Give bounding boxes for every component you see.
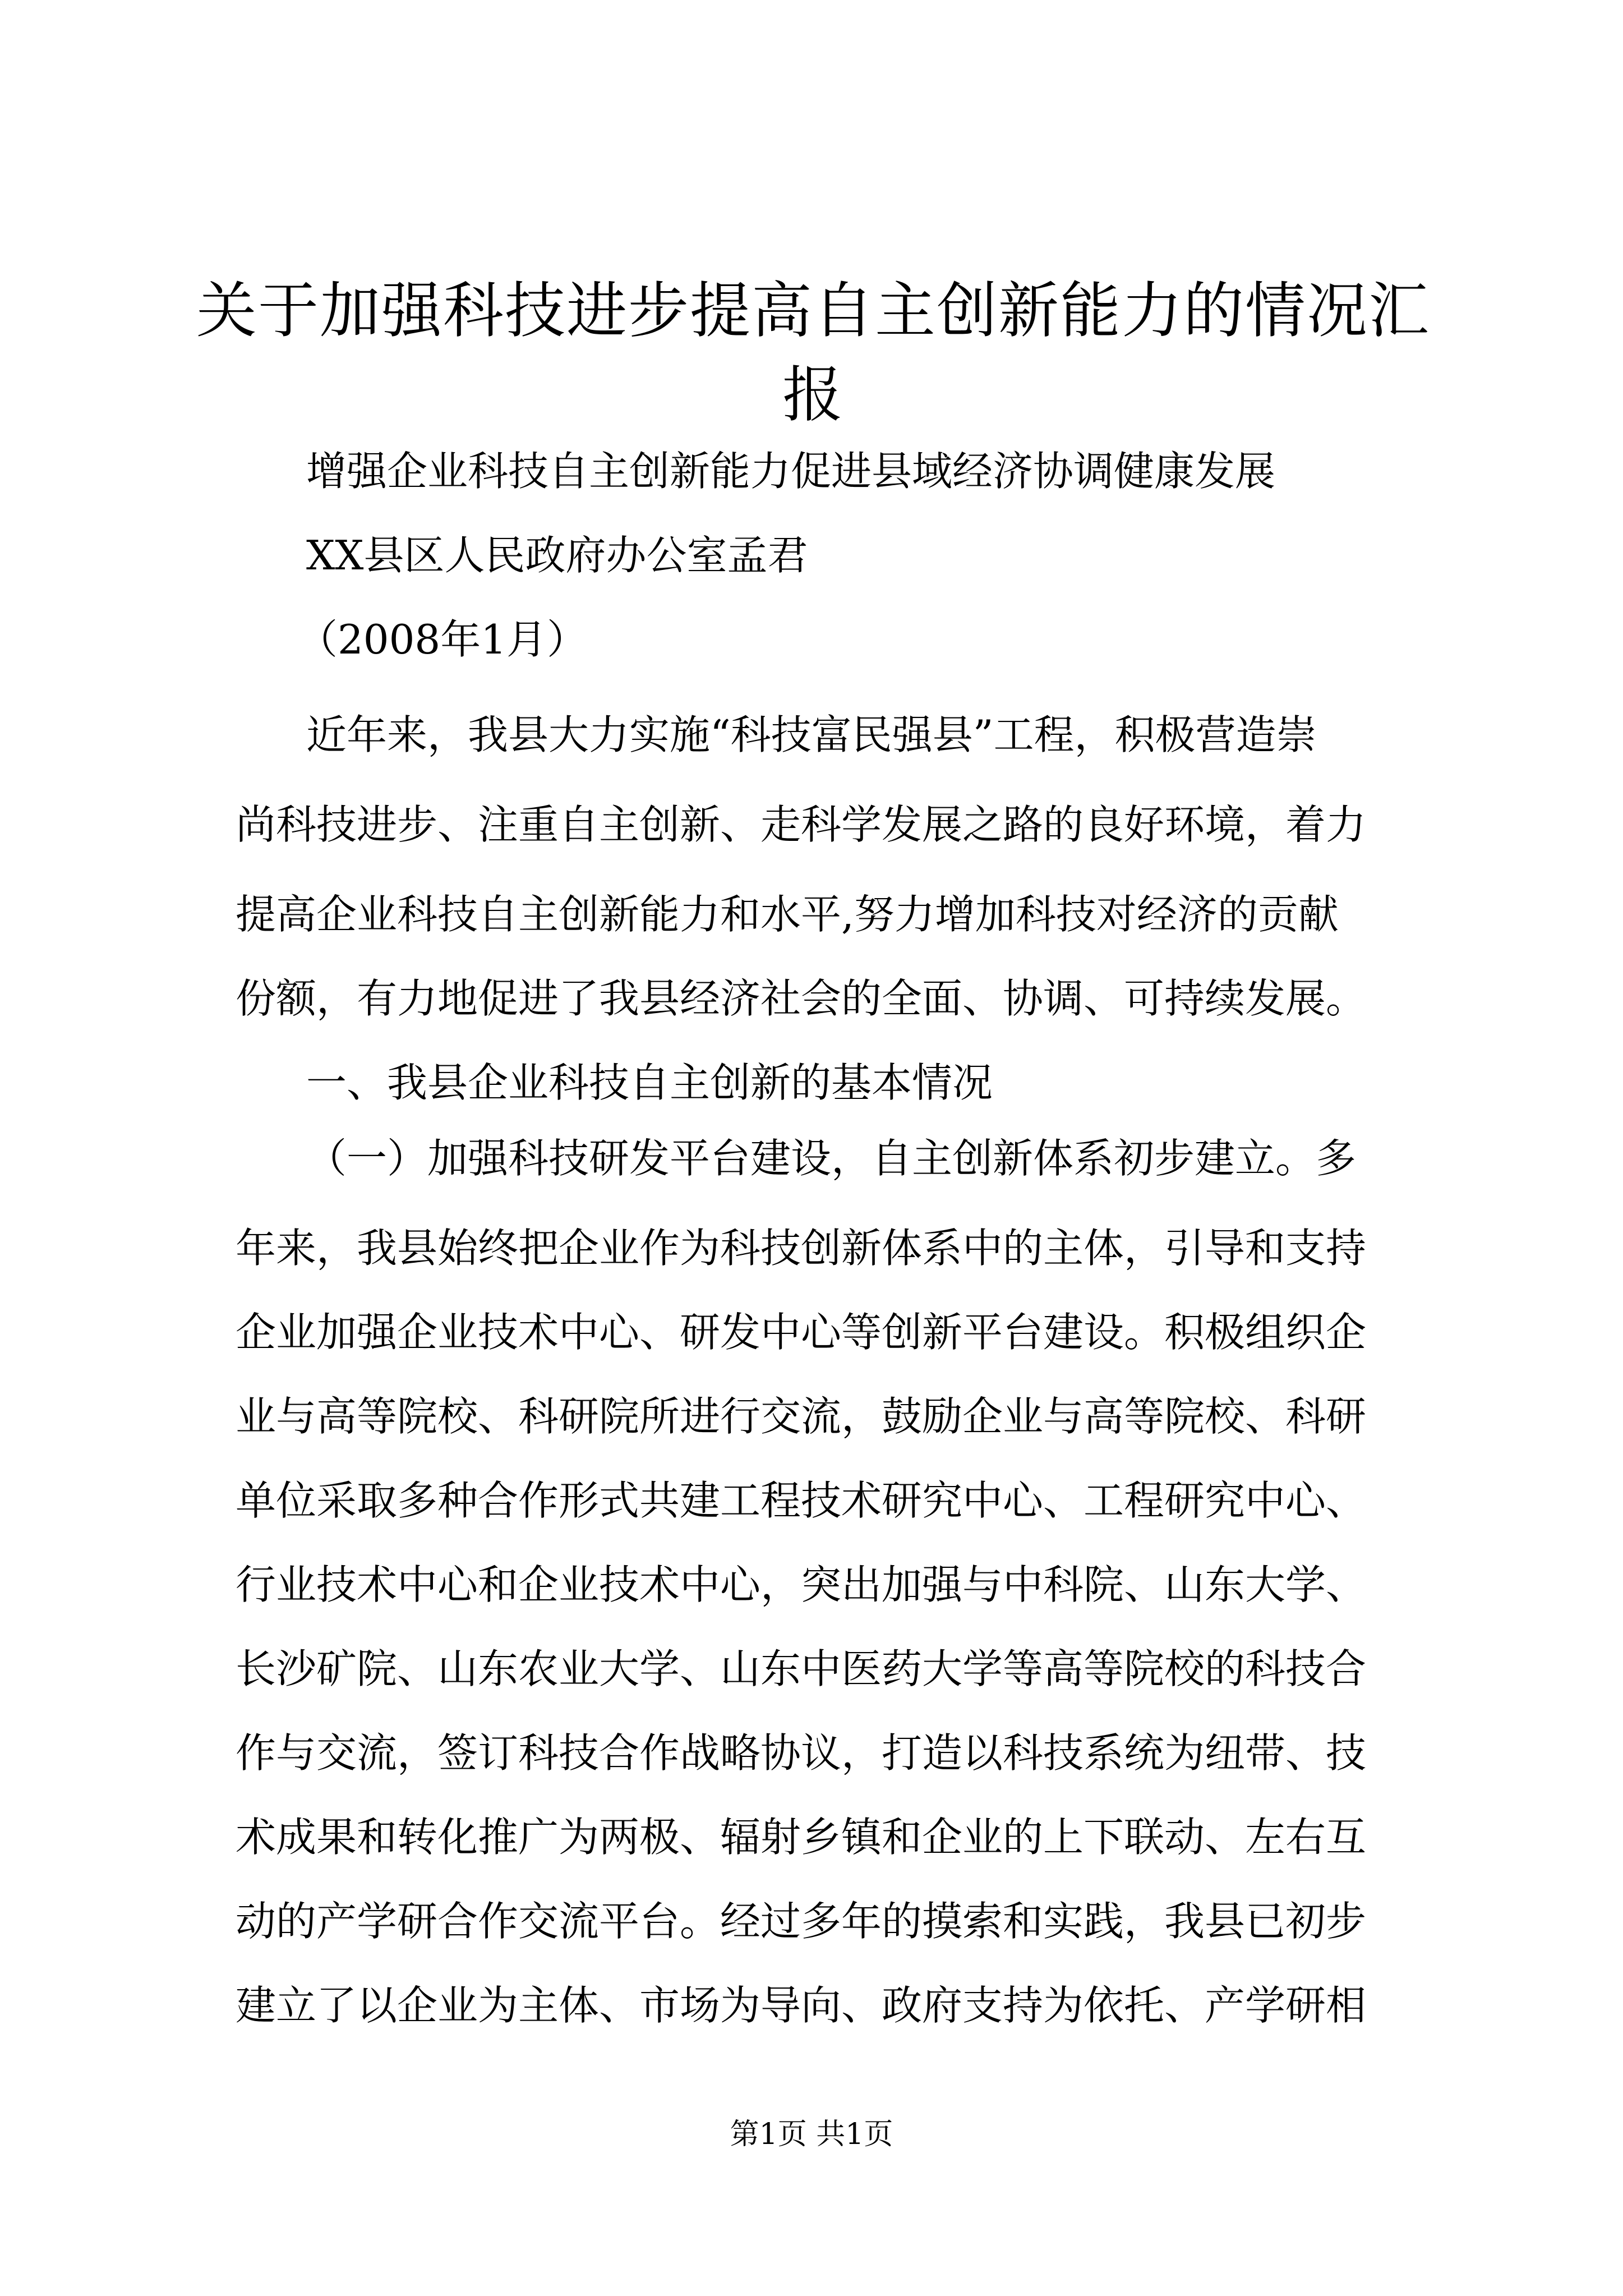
title-line-2: 报 xyxy=(782,360,844,430)
document-title xyxy=(185,269,1441,438)
paragraph-2-line: （一）加强科技研发平台建设，自主创新体系初步建立。多 xyxy=(306,1135,1357,1182)
paragraph-2-line: 作与交流，签订科技合作战略协议，打造以科技系统为纽带、技 xyxy=(236,1729,1367,1777)
paragraph-2-line: 单位采取多种合作形式共建工程技术研究中心、工程研究中心、 xyxy=(236,1477,1367,1524)
paragraph-2-line: 年来，我县始终把企业作为科技创新体系中的主体，引导和支持 xyxy=(236,1225,1367,1272)
paragraph-2-line: 术成果和转化推广为两极、辐射乡镇和企业的上下联动、左右互 xyxy=(236,1814,1367,1861)
paragraph-1-line: 份额，有力地促进了我县经济社会的全面、协调、可持续发展。 xyxy=(236,975,1367,1022)
subtitle: 增强企业科技自主创新能力促进县域经济协调健康发展 xyxy=(306,448,1276,495)
paragraph-1-line: 近年来，我县大力实施“科技富民强县”工程，积极营造崇 xyxy=(306,711,1317,758)
author-line: XX县区人民政府办公室孟君 xyxy=(306,532,808,579)
section-heading: 一、我县企业科技自主创新的基本情况 xyxy=(306,1059,993,1106)
title-line-1: 关于加强科技进步提高自主创新能力的情况汇 xyxy=(196,276,1430,346)
paragraph-1-line: 提高企业科技自主创新能力和水平,努力增加科技对经济的贡献 xyxy=(236,891,1339,938)
page-footer: 第1页 共1页 xyxy=(730,2118,893,2151)
paragraph-2-line: 业与高等院校、科研院所进行交流，鼓励企业与高等院校、科研 xyxy=(236,1393,1367,1440)
paragraph-2-line: 行业技术中心和企业技术中心，突出加强与中科院、山东大学、 xyxy=(236,1561,1367,1608)
paragraph-1-line: 尚科技进步、注重自主创新、走科学发展之路的良好环境，着力 xyxy=(236,801,1367,848)
paragraph-2-line: 长沙矿院、山东农业大学、山东中医药大学等高等院校的科技合 xyxy=(236,1645,1367,1692)
paragraph-2-line: 企业加强企业技术中心、研发中心等创新平台建设。积极组织企 xyxy=(236,1309,1367,1356)
paragraph-2-line: 动的产学研合作交流平台。经过多年的摸索和实践，我县已初步 xyxy=(236,1898,1367,1945)
paragraph-2-line: 建立了以企业为主体、市场为导向、政府支持为依托、产学研相 xyxy=(236,1982,1367,2029)
date-line: （2008年1月） xyxy=(297,616,588,663)
